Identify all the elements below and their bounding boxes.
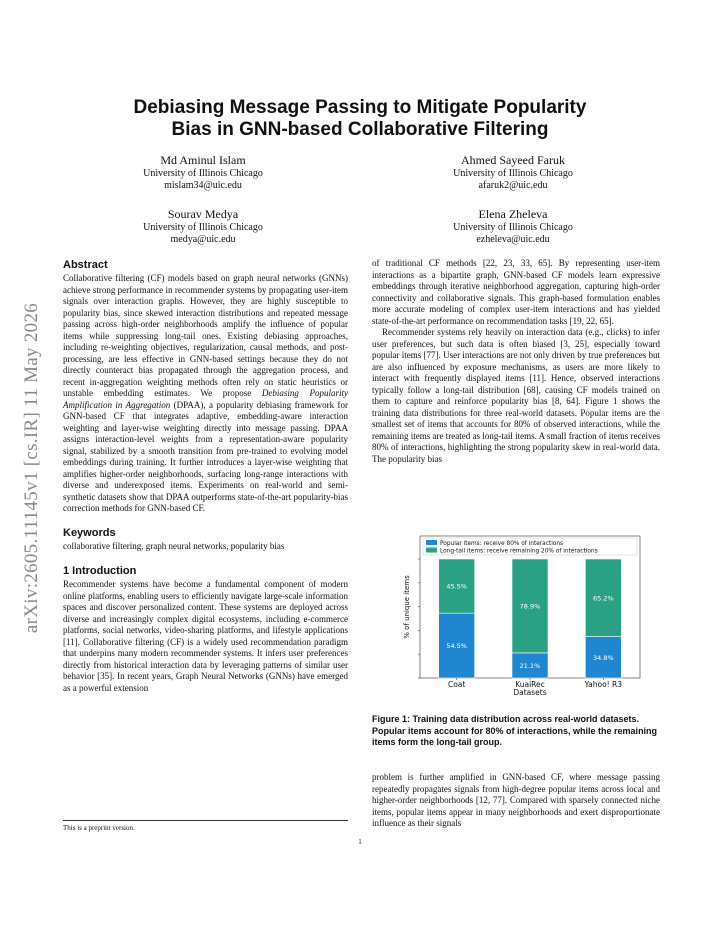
bar-value-label: 34.8% [593, 653, 614, 662]
author-email: ezheleva@uic.edu [476, 234, 550, 245]
bar-value-label: 45.5% [446, 582, 467, 591]
legend-entry: Long-tail items: receive remaining 20% of interactions [440, 548, 598, 555]
keywords-text: collaborative filtering, graph neural networks, popularity bias [63, 540, 285, 551]
keywords-heading: Keywords [63, 526, 116, 539]
author-4 [403, 207, 623, 246]
legend-swatch [426, 548, 437, 553]
intro-paragraph: Recommender systems have become a fundamental component of modern online platforms, enabling users to efficiently navigate large-scale information spaces and discover personalized content. These systems are deployed across diverse and increasingly complex digital ecosystems, including e-commerce platforms, social networks, video-sharing platforms, and lifestyle applications [11]. Collaborative filtering (CF) is a widely used recommendation paradigm that underpins many modern recommender systems. It infers user preferences directly from historical interaction data by leveraging patterns of similar user behavior [35]. In recent years, Graph Neural Networks (GNNs) have emerged as a powerful extension [63, 579, 348, 693]
author-affiliation: University of Illinois Chicago [143, 168, 263, 179]
bar-value-label: 65.2% [593, 594, 614, 603]
author-name: Sourav Medya [167, 207, 239, 221]
author-1 [93, 153, 313, 192]
title-line-1: Debiasing Message Passing to Mitigate Popularity [133, 97, 587, 118]
author-affiliation: University of Illinois Chicago [453, 168, 573, 179]
title-line-2: Bias in GNN-based Collaborative Filtering [171, 119, 549, 140]
author-name: Elena Zheleva [478, 207, 548, 221]
left-column [63, 258, 348, 694]
author-email: afaruk2@uic.edu [478, 180, 548, 191]
page-number: 1 [358, 838, 362, 846]
right-paragraph-3: problem is further amplified in GNN-based CF, where message passing repeatedly propagates signals from high-degree popular items across local and higher-order neighborhoods [12, 77]. Compared with sparsely connected niche items, popular items appear in many neighborhoods and exert disproportionate influence as their signals [372, 772, 660, 828]
figure-caption: Figure 1: Training data distribution across real-world datasets. Popular items account for 80% of interactions, while the remaining items form the long-tail group. [372, 714, 658, 747]
footnote: This is a preprint version. [63, 820, 348, 832]
intro-heading: 1 Introduction [63, 565, 137, 577]
author-email: medya@uic.edu [170, 234, 236, 245]
bar-value-label: 54.5% [446, 642, 467, 651]
author-name: Md Aminul Islam [160, 153, 246, 167]
x-tick-label: Yahoo! R3 [584, 680, 623, 689]
author-2 [403, 153, 623, 192]
x-axis-label: Datasets [513, 688, 547, 697]
paper-title [63, 97, 657, 141]
arxiv-stamp: arXiv:2605.11145v1 [cs.IR] 11 May 2026 [21, 302, 42, 634]
y-axis-label: % of unique items [403, 575, 411, 639]
right-paragraph-2: Recommender systems rely heavily on interaction data (e.g., clicks) to infer user preferences, but such data is often biased [3, 25], especially toward popular items [77]. User interactions are not only driven by true preferences but are also influenced by exposure mechanisms, as users are more likely to interact with frequently displayed items [11]. Hence, observed interactions typically follow a long-tail distribution [68], causing CF models trained on them to capture and reinforce popularity bias [8, 64]. Figure 1 shows the training data distributions for three real-world datasets. Popular items are the smallest set of items that accounts for 80% of observed interactions, while the remaining items are treated as long-tail items. A small fraction of items receives 80% of interactions, highlighting the strong popularity skew in real-world data. The popularity bias [372, 327, 660, 464]
legend-swatch [426, 540, 437, 545]
right-column-bottom [372, 772, 660, 830]
author-name: Ahmed Sayeed Faruk [461, 153, 565, 167]
author-email: mislam34@uic.edu [164, 180, 242, 191]
author-affiliation: University of Illinois Chicago [453, 222, 573, 233]
author-affiliation: University of Illinois Chicago [143, 222, 263, 233]
bar-value-label: 21.1% [519, 661, 541, 670]
x-tick-label: Coat [447, 680, 466, 689]
right-column [372, 258, 660, 465]
right-paragraph-1: of traditional CF methods [22, 23, 33, 65]. By representing user-item interactions as a bipartite graph, GNN-based CF models learn expressive embeddings through iterative neighborhood aggregation, capturing high-order connectivity and collaborative signals. This graph-based formulation enables more accurate modeling of complex user-item interactions and has yielded state-of-the-art performance on recommendation tasks [19, 22, 65]. [372, 258, 660, 326]
x-tick-label: KuaiRec [515, 680, 545, 689]
abstract-heading: Abstract [63, 259, 108, 271]
author-3 [93, 207, 313, 246]
abstract-text: Collaborative filtering (CF) models based on graph neural networks (GNNs) achieve strong performance in recommender systems by propagating user-item signals over interaction graphs. However, they are highly susceptible to popularity bias, since skewed interaction distributions and repeated message passing across high-order neighborhoods amplify the influence of popular items while suppressing long-tail ones. Existing debiasing approaches, including re-weighting objectives, regularization, causal methods, and post-processing, are less effective in GNN-based settings because they do not directly counteract bias propagated through the aggregation process, and recent in-aggregation weighting methods often rely on static heuristics or unstable embedding estimates. We propose Debiasing Popularity Amplification in Aggregation (DPAA), a popularity debiasing framework for GNN-based CF that integrates adaptive, embedding-aware interaction weighting and layer-wise weighting directly into message passing. DPAA assigns interaction-level weights from a representation-aware popularity signal, stabilized by a smooth transition from pre-trained to evolving model embeddings during training. It further introduces a layer-wise weighting that amplifies higher-order neighborhoods, surfacing long-range interactions with diverse and underexposed items. Experiments on real-world and semi-synthetic datasets show that DPAA outperforms state-of-the-art popularity-bias correction methods for GNN-based CF. [63, 273, 348, 513]
legend-entry: Popular items: receive 80% of interactions [440, 540, 564, 547]
bar-value-label: 78.9% [519, 602, 541, 611]
figure-1-chart [402, 532, 642, 697]
